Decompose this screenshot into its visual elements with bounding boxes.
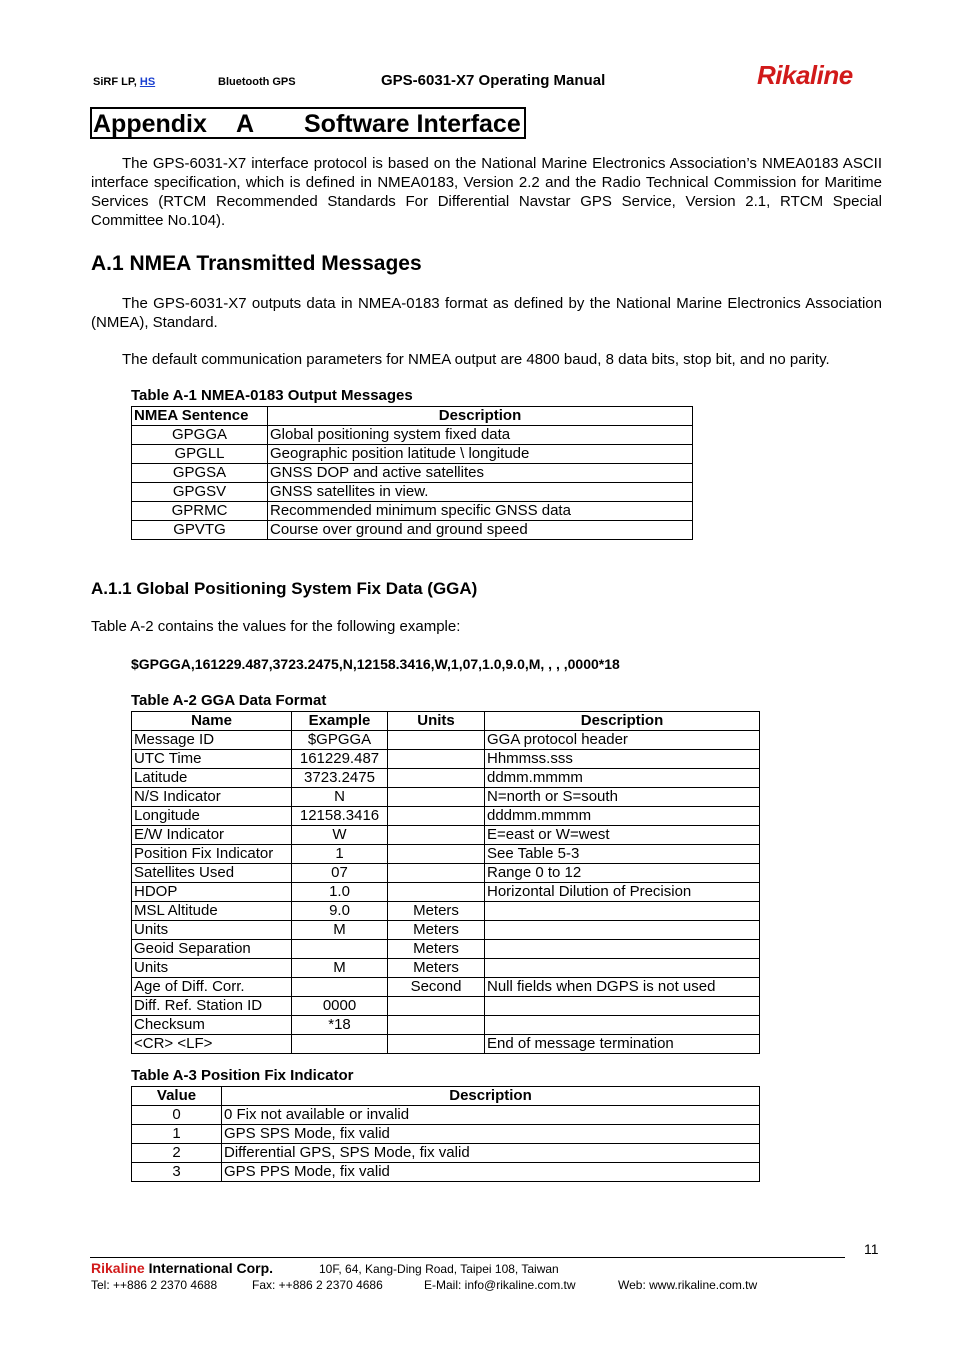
table-cell: N/S Indicator [132, 788, 292, 807]
table-row [132, 445, 693, 464]
table-cell: 0 Fix not available or invalid [222, 1106, 760, 1125]
table-a3-caption: Table A-3 Position Fix Indicator [131, 1067, 354, 1084]
table-cell: GPGSA [132, 464, 268, 483]
table-row [132, 1106, 760, 1125]
footer-company [91, 1260, 273, 1276]
table-cell: 1 [132, 1125, 222, 1144]
section-a1-para1-text: The GPS-6031-X7 outputs data in NMEA-0183 format as defined by the National Marine Electronics Association (NMEA), Standard. [91, 295, 882, 331]
table-row [132, 1125, 760, 1144]
table-cell: N=north or S=south [485, 788, 760, 807]
table-header-row [132, 1087, 760, 1106]
table-row [132, 807, 760, 826]
header-bluetooth-label: Bluetooth GPS [218, 76, 296, 88]
table-header: Value [132, 1087, 222, 1106]
table-cell: 07 [292, 864, 388, 883]
table-cell [388, 845, 485, 864]
table-cell [388, 731, 485, 750]
table-cell: Global positioning system fixed data [268, 426, 693, 445]
table-cell: Position Fix Indicator [132, 845, 292, 864]
table-cell: Second [388, 978, 485, 997]
table-cell [485, 997, 760, 1016]
table-row [132, 1163, 760, 1182]
section-a11-heading: A.1.1 Global Positioning System Fix Data (GGA) [91, 579, 478, 598]
table-row [132, 1035, 760, 1054]
table-cell [388, 788, 485, 807]
section-a1-heading: A.1 NMEA Transmitted Messages [91, 252, 422, 275]
manual-title: GPS-6031-X7 Operating Manual [381, 72, 606, 89]
table-row [132, 826, 760, 845]
table-cell: Null fields when DGPS is not used [485, 978, 760, 997]
table-row [132, 464, 693, 483]
table-cell: GPGSV [132, 483, 268, 502]
table-header: Name [132, 712, 292, 731]
table-cell: W [292, 826, 388, 845]
table-row [132, 426, 693, 445]
table-row [132, 521, 693, 540]
table-row [132, 845, 760, 864]
table-row [132, 1144, 760, 1163]
table-header: Example [292, 712, 388, 731]
table-row [132, 959, 760, 978]
table-row [132, 883, 760, 902]
table-cell: Latitude [132, 769, 292, 788]
table-cell: GPGGA [132, 426, 268, 445]
table-header: Description [268, 407, 693, 426]
footer-address: 10F, 64, Kang-Ding Road, Taipei 108, Taiwan [319, 1262, 559, 1276]
table-cell: Units [132, 921, 292, 940]
footer-company-rest: International Corp. [144, 1260, 274, 1276]
table-cell: dddmm.mmmm [485, 807, 760, 826]
intro-text: The GPS-6031-X7 interface protocol is based on the National Marine Electronics Association’s NMEA0183 ASCII interface specification, which is defined in NMEA0183, Version 2.2 and the Radio Technical Commission for Maritime Services (RTCM Recommended Standards For Differential Navstar GPS Service, Version 2.1, RTCM Special Committee No.104). [91, 155, 882, 229]
table-cell: Meters [388, 902, 485, 921]
table-cell: GNSS DOP and active satellites [268, 464, 693, 483]
table-cell: Longitude [132, 807, 292, 826]
table-cell: Message ID [132, 731, 292, 750]
table-header: Description [485, 712, 760, 731]
table-cell: GNSS satellites in view. [268, 483, 693, 502]
table-cell: 0000 [292, 997, 388, 1016]
table-cell [485, 921, 760, 940]
table-cell: $GPGGA [292, 731, 388, 750]
table-cell: 9.0 [292, 902, 388, 921]
page-number: 11 [864, 1241, 879, 1257]
table-cell: <CR> <LF> [132, 1035, 292, 1054]
nmea-output-table [131, 406, 693, 540]
table-header-row [132, 407, 693, 426]
table-cell [292, 1035, 388, 1054]
table-cell: M [292, 921, 388, 940]
table-cell: 3723.2475 [292, 769, 388, 788]
table-cell [388, 1035, 485, 1054]
table-cell: Course over ground and ground speed [268, 521, 693, 540]
table-cell: GPRMC [132, 502, 268, 521]
table-cell [388, 883, 485, 902]
table-cell: GGA protocol header [485, 731, 760, 750]
table-row [132, 750, 760, 769]
table-cell: 1 [292, 845, 388, 864]
gga-format-table [131, 711, 760, 1054]
table-cell [292, 940, 388, 959]
appendix-letter: A [236, 110, 255, 138]
table-cell: End of message termination [485, 1035, 760, 1054]
table-cell: 2 [132, 1144, 222, 1163]
header-sirf-label: SiRF LP, [93, 76, 137, 88]
table-cell [485, 959, 760, 978]
table-header: NMEA Sentence [132, 407, 268, 426]
table-cell: E=east or W=west [485, 826, 760, 845]
table-cell: MSL Altitude [132, 902, 292, 921]
table-row [132, 921, 760, 940]
table-cell: 1.0 [292, 883, 388, 902]
table-cell: See Table 5-3 [485, 845, 760, 864]
table-cell: Meters [388, 959, 485, 978]
intro-paragraph [91, 154, 882, 230]
table-cell: Units [132, 959, 292, 978]
table-cell: GPS PPS Mode, fix valid [222, 1163, 760, 1182]
table-cell [388, 997, 485, 1016]
table-cell: Geographic position latitude \ longitude [268, 445, 693, 464]
table-cell [485, 902, 760, 921]
table-cell: ddmm.mmmm [485, 769, 760, 788]
table-cell: Geoid Separation [132, 940, 292, 959]
table-header: Description [222, 1087, 760, 1106]
table-cell [292, 978, 388, 997]
table-cell: Meters [388, 940, 485, 959]
table-cell: Checksum [132, 1016, 292, 1035]
table-row [132, 483, 693, 502]
table-row [132, 502, 693, 521]
footer-divider [90, 1257, 845, 1258]
table-cell: Meters [388, 921, 485, 940]
table-cell: 3 [132, 1163, 222, 1182]
footer-fax: Fax: ++886 2 2370 4686 [252, 1278, 383, 1292]
table-cell: Hhmmss.sss [485, 750, 760, 769]
section-a1-para1 [91, 294, 882, 332]
section-a11-intro: Table A-2 contains the values for the following example: [91, 618, 461, 635]
table-cell: UTC Time [132, 750, 292, 769]
table-row [132, 769, 760, 788]
table-cell: Recommended minimum specific GNSS data [268, 502, 693, 521]
table-row [132, 1016, 760, 1035]
footer-web[interactable]: Web: www.rikaline.com.tw [618, 1278, 758, 1292]
header-left [93, 76, 155, 88]
table-cell: E/W Indicator [132, 826, 292, 845]
table-cell: M [292, 959, 388, 978]
table-cell: N [292, 788, 388, 807]
table-cell [485, 940, 760, 959]
table-cell: Horizontal Dilution of Precision [485, 883, 760, 902]
table-cell: GPS SPS Mode, fix valid [222, 1125, 760, 1144]
table-row [132, 788, 760, 807]
table-header: Units [388, 712, 485, 731]
table-row [132, 997, 760, 1016]
footer-tel: Tel: ++886 2 2370 4688 [91, 1278, 218, 1292]
table-cell: 161229.487 [292, 750, 388, 769]
table-row [132, 864, 760, 883]
table-cell [388, 1016, 485, 1035]
footer-company-brand: Rikaline [91, 1260, 145, 1276]
appendix-label: Appendix [93, 110, 207, 138]
header-hs-link[interactable]: HS [139, 76, 156, 88]
table-cell: 0 [132, 1106, 222, 1125]
table-cell [388, 807, 485, 826]
table-cell: Differential GPS, SPS Mode, fix valid [222, 1144, 760, 1163]
table-a2-caption: Table A-2 GGA Data Format [131, 692, 327, 709]
table-cell: HDOP [132, 883, 292, 902]
table-cell [485, 1016, 760, 1035]
table-a1-caption: Table A-1 NMEA-0183 Output Messages [131, 387, 413, 404]
table-cell: 12158.3416 [292, 807, 388, 826]
table-cell: *18 [292, 1016, 388, 1035]
table-cell: Satellites Used [132, 864, 292, 883]
table-cell: GPGLL [132, 445, 268, 464]
table-cell [388, 769, 485, 788]
table-row [132, 902, 760, 921]
footer-email[interactable]: E-Mail: info@rikaline.com.tw [424, 1278, 576, 1292]
position-fix-table [131, 1086, 760, 1182]
table-header-row [132, 712, 760, 731]
table-cell: Diff. Ref. Station ID [132, 997, 292, 1016]
table-cell: Age of Diff. Corr. [132, 978, 292, 997]
table-row [132, 940, 760, 959]
appendix-title: Software Interface [304, 110, 521, 138]
table-cell [388, 750, 485, 769]
table-cell [388, 864, 485, 883]
gga-example-sentence: $GPGGA,161229.487,3723.2475,N,12158.3416,W,1,07,1.0,9.0,M, , , ,0000*18 [131, 656, 620, 672]
section-a1-para2 [91, 350, 891, 369]
appendix-title-box [90, 107, 526, 139]
table-row [132, 978, 760, 997]
rikaline-logo: Rikaline [757, 60, 853, 90]
table-cell: Range 0 to 12 [485, 864, 760, 883]
table-cell: GPVTG [132, 521, 268, 540]
table-cell [388, 826, 485, 845]
table-row [132, 731, 760, 750]
section-a1-para2-text: The default communication parameters for NMEA output are 4800 baud, 8 data bits, stop bit, and no parity. [122, 351, 830, 368]
